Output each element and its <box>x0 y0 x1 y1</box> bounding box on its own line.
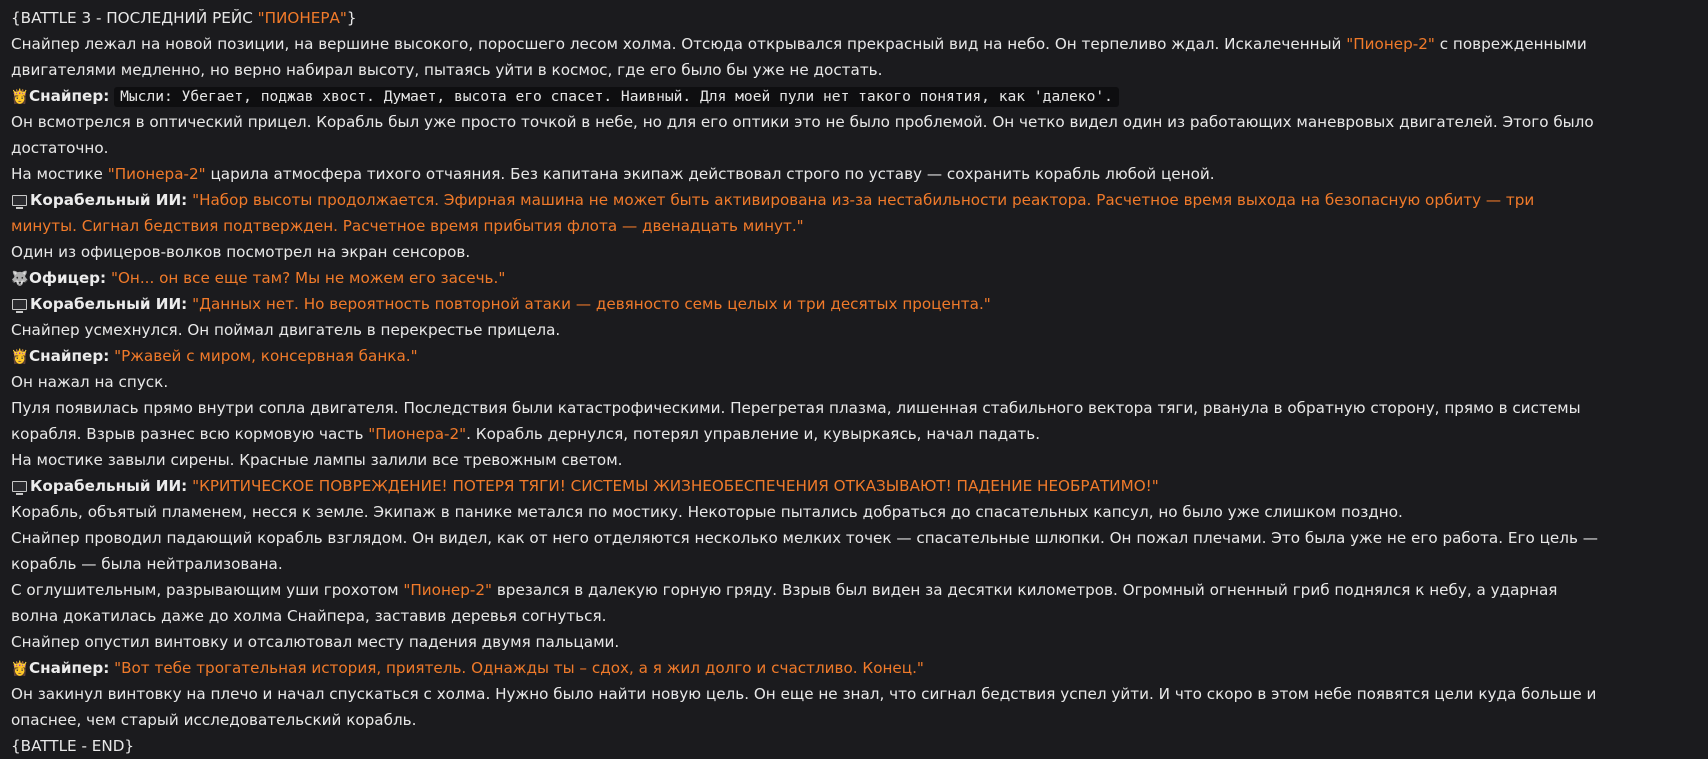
sniper-avatar-icon: 👸 <box>11 89 29 105</box>
speaker-name: Корабельный ИИ: <box>30 191 188 209</box>
dialogue-text: минуты. Сигнал бедствия подтвержден. Расчетное время прибытия флота — двенадцать минут." <box>11 217 804 235</box>
narration-paragraph-cont <box>11 135 1701 161</box>
narration-text: На мостике завыли сирены. Красные лампы залили все тревожным светом. <box>11 451 623 469</box>
narration-text: . Корабль дернулся, потерял управление и, кувыркаясь, начал падать. <box>466 425 1041 443</box>
narration-paragraph <box>11 681 1701 707</box>
dialogue-line-sniper <box>11 655 1701 681</box>
narration-text: Снайпер опустил винтовку и отсалютовал месту падения двумя пальцами. <box>11 633 620 651</box>
ship-name: "Пионера-2" <box>368 425 467 443</box>
dialogue-text: "Ржавей с миром, консервная банка." <box>114 347 418 365</box>
narration-text: корабль — была нейтрализована. <box>11 555 283 573</box>
narration-text: Снайпер лежал на новой позиции, на вершине высокого, поросшего лесом холма. Отсюда открывался прекрасный вид на небо. Он терпеливо ждал. Искалеченный <box>11 35 1347 53</box>
narration-text: достаточно. <box>11 139 109 157</box>
narration-text: волна докатилась даже до холма Снайпера, заставив деревья согнуться. <box>11 607 607 625</box>
monitor-icon <box>12 195 27 206</box>
narration-paragraph <box>11 577 1701 603</box>
monitor-icon <box>12 481 27 492</box>
narration-text: Он нажал на спуск. <box>11 373 169 391</box>
dialogue-line-cont <box>11 213 1701 239</box>
monitor-icon <box>12 299 27 310</box>
narration-paragraph <box>11 161 1701 187</box>
narration-paragraph-cont <box>11 421 1701 447</box>
dialogue-line-ship-ai <box>11 291 1701 317</box>
narration-text: врезался в далекую горную гряду. Взрыв был виден за десятки километров. Огромный огненный гриб поднялся к небу, а ударная <box>492 581 1558 599</box>
dialogue-line-ship-ai <box>11 473 1701 499</box>
battle-header-ship: "ПИОНЕРА" <box>257 9 347 27</box>
ship-name: "Пионер-2" <box>403 581 493 599</box>
story-text <box>11 5 1701 759</box>
battle-end-text: {BATTLE - END} <box>11 737 135 755</box>
speaker-name: Снайпер: <box>29 659 110 677</box>
dialogue-text: "Набор высоты продолжается. Эфирная машина не может быть активирована из-за нестабильности реактора. Расчетное время выхода на безопасную орбиту — три <box>192 191 1535 209</box>
narration-text: На мостике <box>11 165 108 183</box>
narration-text: опаснее, чем старый исследовательский корабль. <box>11 711 417 729</box>
speaker-name: Корабельный ИИ: <box>30 477 188 495</box>
narration-paragraph <box>11 109 1701 135</box>
narration-paragraph <box>11 525 1701 551</box>
battle-header <box>11 5 1701 31</box>
dialogue-text: "Вот тебе трогательная история, приятель. Однажды ты – сдох, а я жил долго и счастливо. Конец." <box>114 659 924 677</box>
narration-text: Он закинул винтовку на плечо и начал спускаться с холма. Нужно было найти новую цель. Он еще не знал, что сигнал бедствия успел уйти. И что скоро в этом небе появятся цели куда больше и <box>11 685 1597 703</box>
narration-paragraph-cont <box>11 57 1701 83</box>
narration-text: Снайпер усмехнулся. Он поймал двигатель в перекрестье прицела. <box>11 321 561 339</box>
narration-paragraph <box>11 317 1701 343</box>
narration-paragraph <box>11 369 1701 395</box>
speaker-name: Корабельный ИИ: <box>30 295 188 313</box>
dialogue-text: "КРИТИЧЕСКОЕ ПОВРЕЖДЕНИЕ! ПОТЕРЯ ТЯГИ! СИСТЕМЫ ЖИЗНЕОБЕСПЕЧЕНИЯ ОТКАЗЫВАЮТ! ПАДЕНИЕ НЕОБРАТИМО!" <box>192 477 1159 495</box>
battle-header-prefix: {BATTLE 3 - ПОСЛЕДНИЙ РЕЙС <box>11 9 258 27</box>
narration-text: царила атмосфера тихого отчаяния. Без капитана экипаж действовал строго по уставу — сохранить корабль любой ценой. <box>205 165 1215 183</box>
dialogue-text: "Он... он все еще там? Мы не можем его засечь." <box>110 269 506 287</box>
narration-paragraph <box>11 447 1701 473</box>
narration-paragraph <box>11 629 1701 655</box>
battle-end-marker <box>11 733 1701 759</box>
narration-paragraph <box>11 31 1701 57</box>
narration-text: Снайпер проводил падающий корабль взглядом. Он видел, как от него отделяются несколько мелких точек — спасательные шлюпки. Он пожал плечами. Это была уже не его работа. Его цель — <box>11 529 1598 547</box>
inline-code-thought: Мысли: Убегает, поджав хвост. Думает, высота его спасет. Наивный. Для моей пули нет такого понятия, как 'далеко'. <box>114 87 1119 107</box>
narration-paragraph-cont <box>11 603 1701 629</box>
narration-text: двигателями медленно, но верно набирал высоту, пытаясь уйти в космос, где его было бы уже не достать. <box>11 61 883 79</box>
speaker-name: Снайпер: <box>29 347 110 365</box>
sniper-avatar-icon: 👸 <box>11 661 29 677</box>
dialogue-line-sniper <box>11 343 1701 369</box>
narration-paragraph-cont <box>11 551 1701 577</box>
sniper-avatar-icon: 👸 <box>11 349 29 365</box>
dialogue-text: "Данных нет. Но вероятность повторной атаки — девяносто семь целых и три десятых процента." <box>192 295 991 313</box>
narration-paragraph <box>11 239 1701 265</box>
ship-name: "Пионера-2" <box>107 165 206 183</box>
narration-paragraph-cont <box>11 707 1701 733</box>
narration-text: Он всмотрелся в оптический прицел. Корабль был уже просто точкой в небе, но для его оптики это не было проблемой. Он четко видел один из работающих маневровых двигателей. Этого было <box>11 113 1594 131</box>
dialogue-line-officer <box>11 265 1701 291</box>
narration-paragraph <box>11 499 1701 525</box>
dialogue-line-ship-ai <box>11 187 1701 213</box>
battle-header-suffix: } <box>346 9 357 27</box>
wolf-avatar-icon: 🐺 <box>11 271 29 287</box>
narration-text: корабля. Взрыв разнес всю кормовую часть <box>11 425 369 443</box>
narration-paragraph <box>11 395 1701 421</box>
narration-text: с поврежденными <box>1434 35 1587 53</box>
speaker-name: Офицер: <box>29 269 107 287</box>
ship-name: "Пионер-2" <box>1346 35 1435 53</box>
narration-text: Корабль, объятый пламенем, несся к земле. Экипаж в панике метался по мостику. Некоторые пытались добраться до спасательных капсул, но было уже слишком поздно. <box>11 503 1403 521</box>
narration-text: Пуля появилась прямо внутри сопла двигателя. Последствия были катастрофическими. Перегретая плазма, лишенная стабильного вектора тяги, рванула в обратную сторону, прямо в системы <box>11 399 1581 417</box>
dialogue-line-sniper-thought <box>11 83 1701 109</box>
narration-text: С оглушительным, разрывающим уши грохотом <box>11 581 404 599</box>
narration-text: Один из офицеров-волков посмотрел на экран сенсоров. <box>11 243 471 261</box>
speaker-name: Снайпер: <box>29 87 110 105</box>
